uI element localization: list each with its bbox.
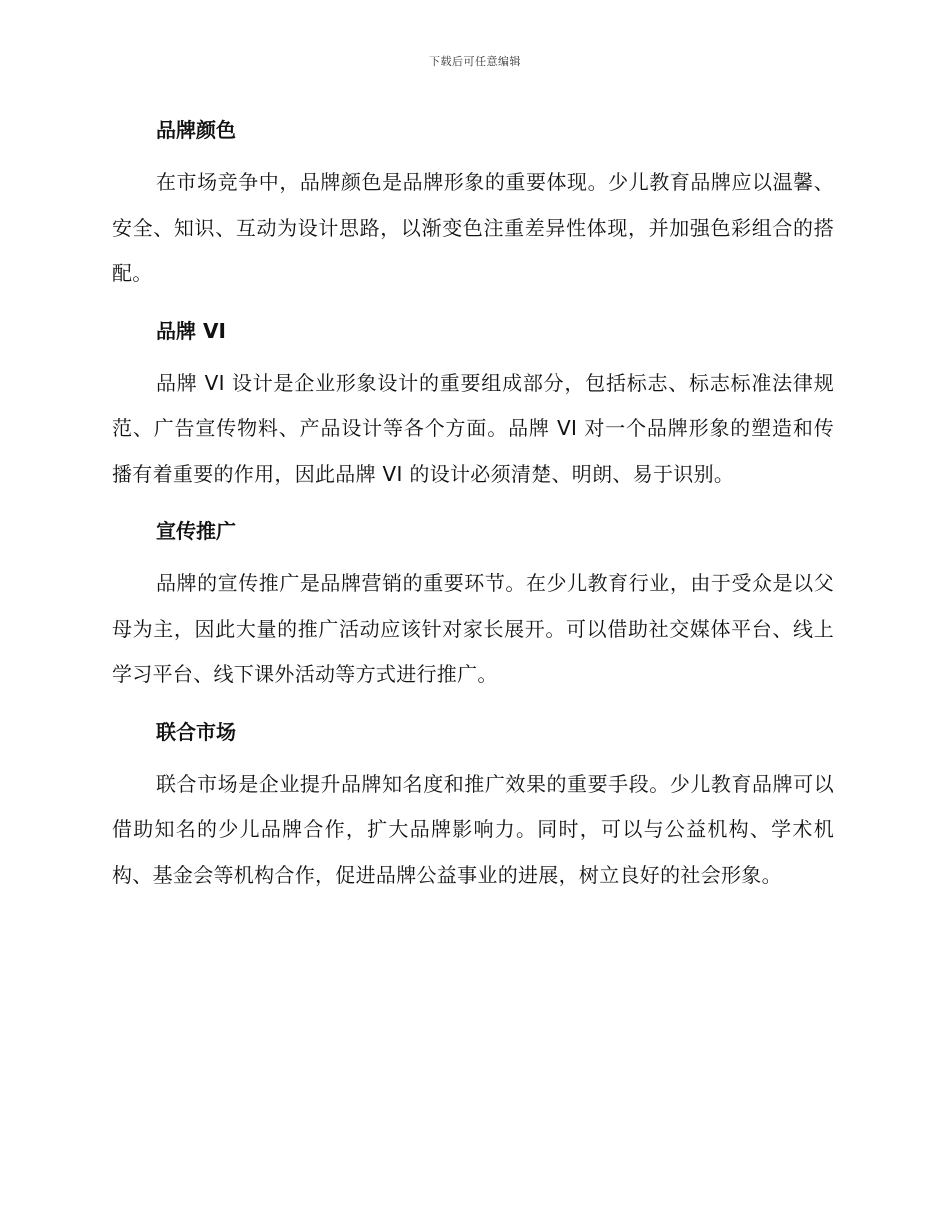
section-heading: 宣传推广 (156, 519, 236, 543)
section-paragraph: 品牌 VI 设计是企业形象设计的重要组成部分，包括标志、标志标准法律规范、广告宣传物料、产品设计等各个方面。品牌 VI 对一个品牌形象的塑造和传播有着重要的作用，因此品牌 VI 的设计必须清楚、明朗、易于识别。 (112, 370, 834, 486)
document-content (112, 110, 834, 912)
section-heading: 品牌 VI (156, 318, 226, 343)
section-heading: 联合市场 (156, 719, 236, 744)
section-promotion (112, 511, 834, 698)
section-paragraph: 在市场竞争中，品牌颜色是品牌形象的重要体现。少儿教育品牌应以温馨、安全、知识、互动为设计思路，以渐变色注重差异性体现，并加强色彩组合的搭配。 (112, 170, 834, 285)
header-note: 下载后可任意编辑 (429, 55, 521, 68)
section-brand-vi (112, 311, 834, 498)
section-joint-marketing (112, 712, 834, 899)
section-heading: 品牌颜色 (156, 118, 236, 142)
section-brand-color (112, 110, 834, 297)
section-paragraph: 品牌的宣传推广是品牌营销的重要环节。在少儿教育行业，由于受众是以父母为主，因此大量的推广活动应该针对家长展开。可以借助社交媒体平台、线上学习平台、线下课外活动等方式进行推广。 (112, 571, 834, 686)
section-paragraph: 联合市场是企业提升品牌知名度和推广效果的重要手段。少儿教育品牌可以借助知名的少儿品牌合作，扩大品牌影响力。同时，可以与公益机构、学术机构、基金会等机构合作，促进品牌公益事业的进展，树立良好的社会形象。 (112, 771, 834, 887)
